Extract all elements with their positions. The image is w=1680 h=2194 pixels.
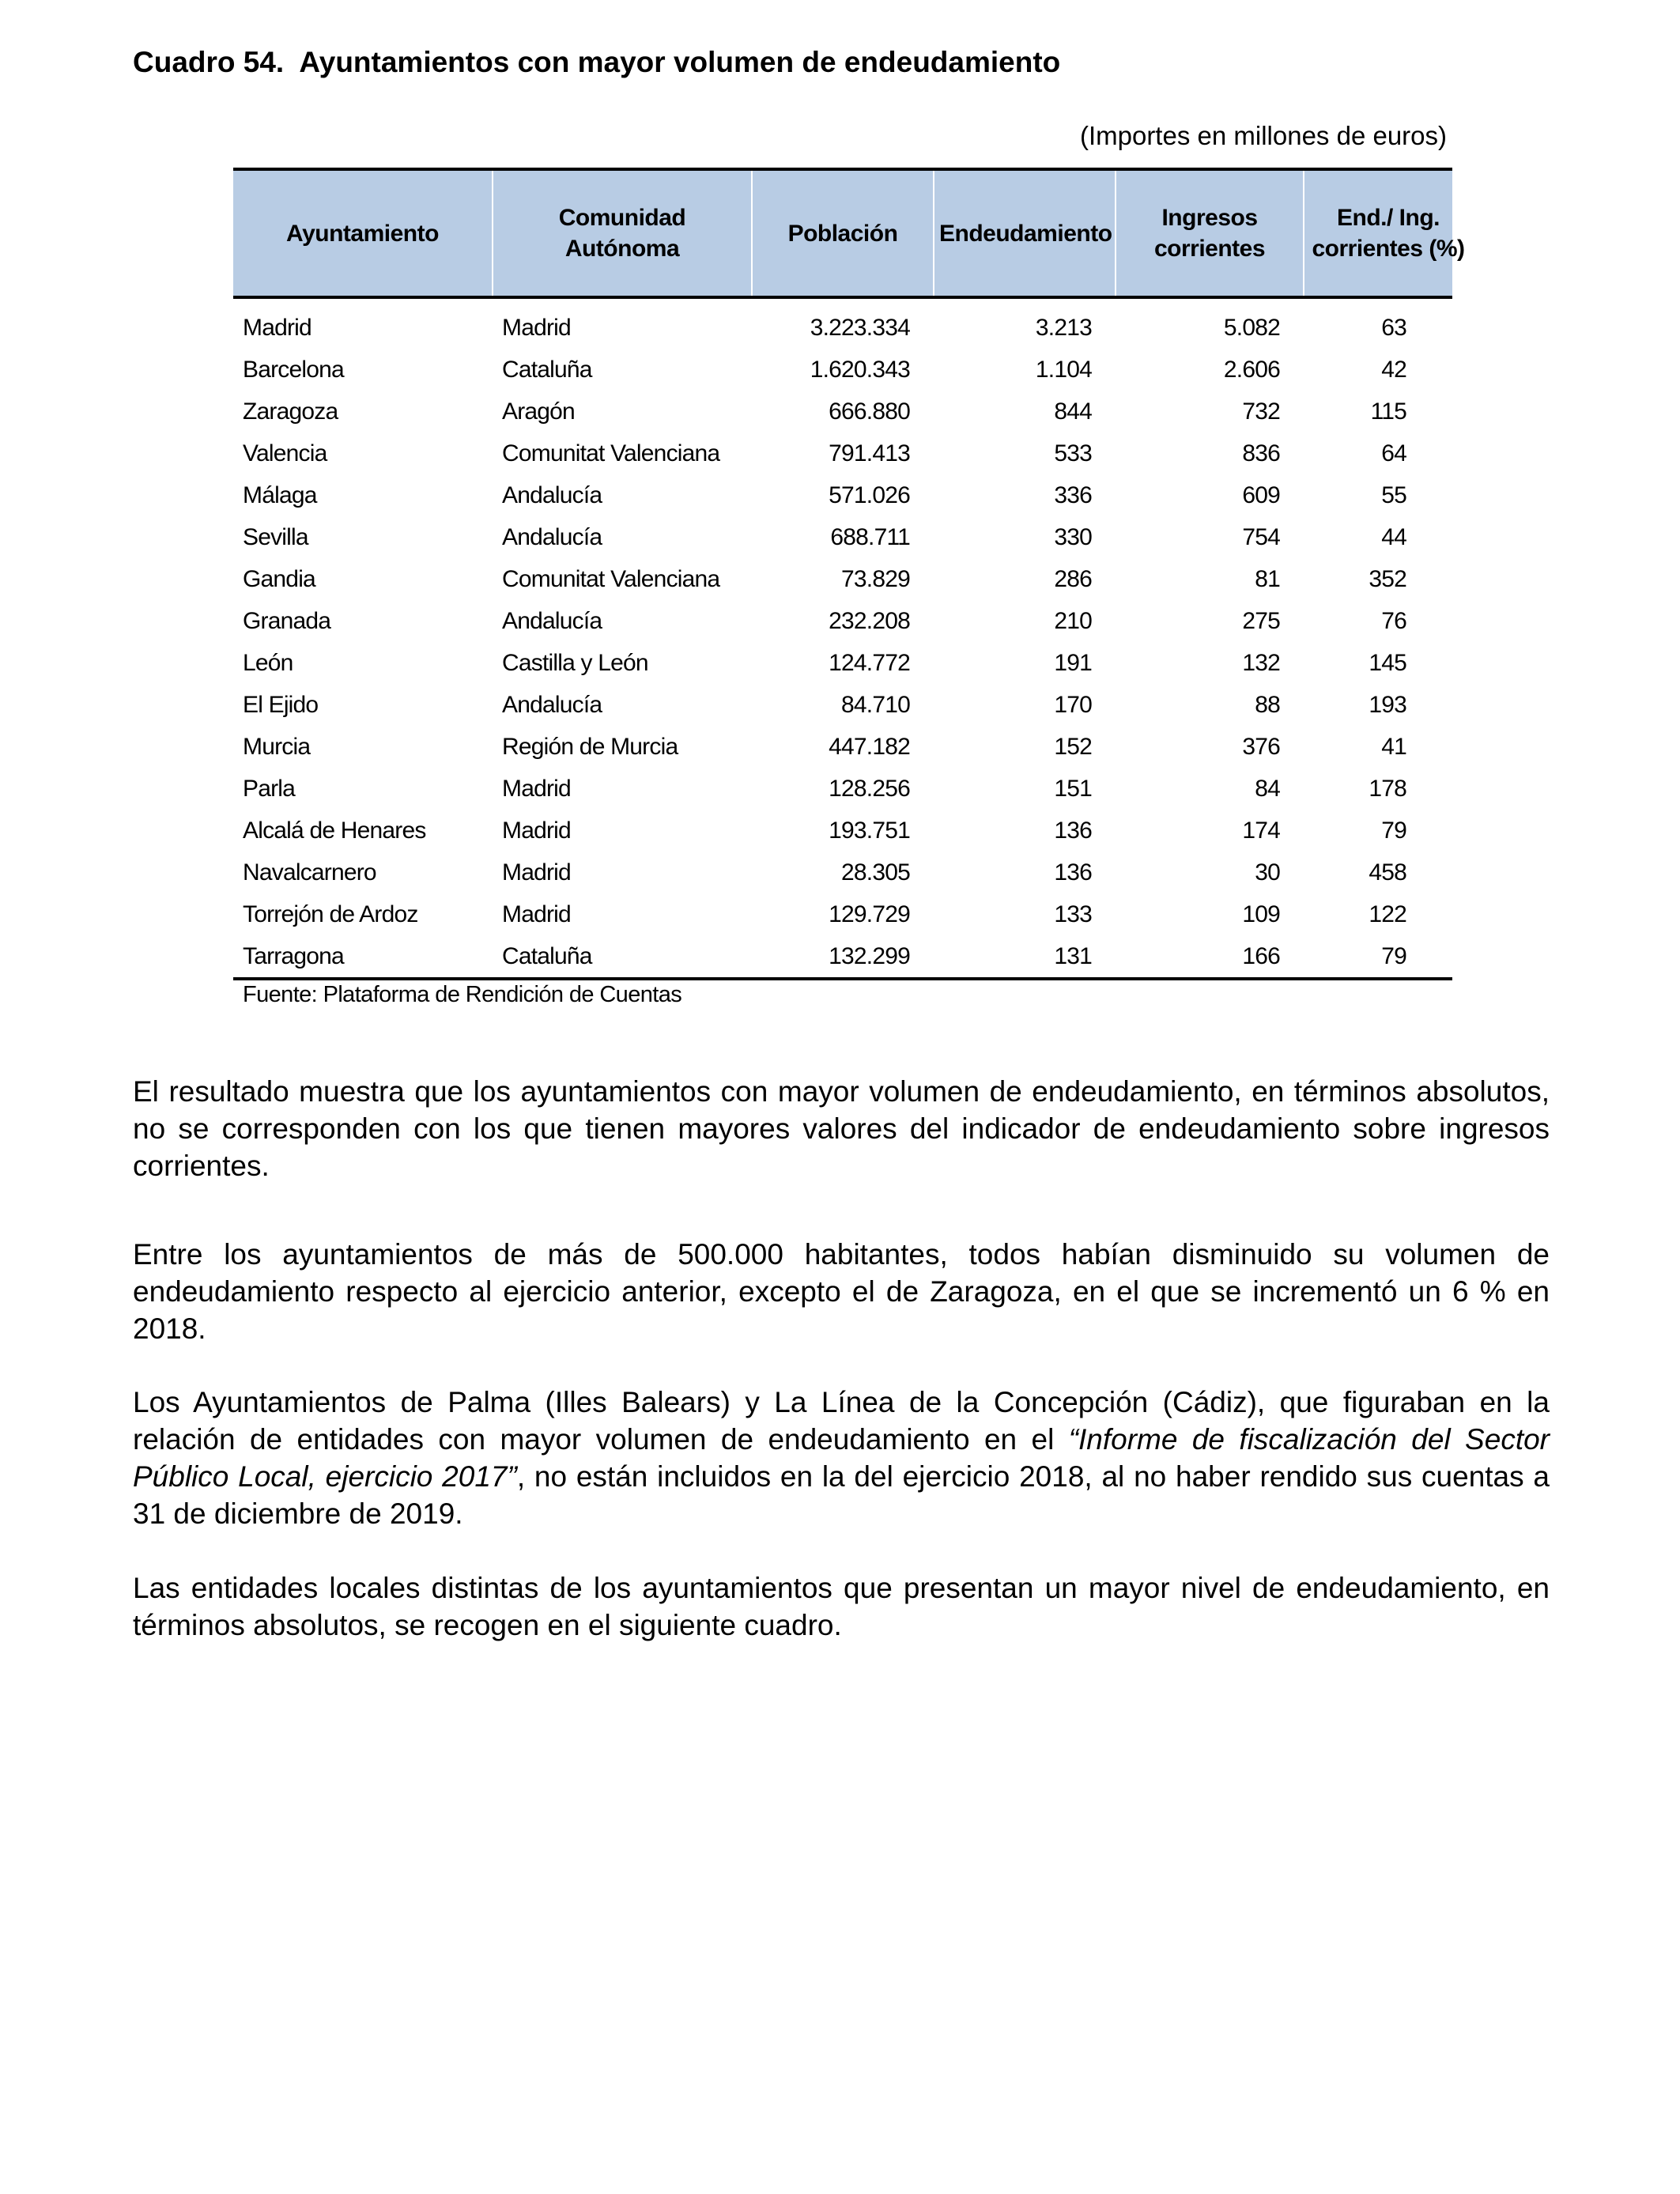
cell-comunidad: Cataluña bbox=[502, 356, 592, 383]
table-row bbox=[233, 935, 1452, 979]
table-row bbox=[233, 893, 1452, 935]
cell-poblacion: 232.208 bbox=[829, 607, 910, 634]
debt-table-container bbox=[233, 168, 1465, 980]
cell-endeudamiento: 533 bbox=[1054, 440, 1092, 466]
cell-ayuntamiento: Sevilla bbox=[243, 523, 308, 550]
table-row bbox=[233, 768, 1452, 810]
cell-ratio: 63 bbox=[1381, 314, 1406, 341]
cell-endeudamiento: 3.213 bbox=[1035, 314, 1092, 341]
paragraph: Las entidades locales distintas de los ayuntamientos que presentan un mayor nivel de endeudamiento, en términos absolutos, se recogen en el siguiente cuadro. bbox=[133, 1572, 1550, 1641]
cell-comunidad: Madrid bbox=[502, 314, 571, 341]
cell-poblacion: 571.026 bbox=[829, 481, 910, 508]
cell-poblacion: 132.299 bbox=[752, 935, 934, 979]
column-header: Población bbox=[752, 169, 934, 297]
cell-endeudamiento: 210 bbox=[1054, 607, 1092, 634]
cell-ingresos: 174 bbox=[1242, 817, 1280, 844]
table-row bbox=[233, 642, 1452, 684]
cell-comunidad: Madrid bbox=[502, 775, 571, 802]
cell-comunidad: Andalucía bbox=[502, 523, 602, 550]
table-row bbox=[233, 852, 1452, 893]
table-row bbox=[233, 349, 1452, 391]
cell-comunidad: Comunitat Valenciana bbox=[502, 440, 720, 466]
cell-endeudamiento: 336 bbox=[1054, 481, 1092, 508]
cell-ratio: 458 bbox=[1369, 859, 1406, 886]
cell-poblacion: 1.620.343 bbox=[810, 356, 910, 383]
paragraph-text: , no están incluidos en la del ejercicio 2018, al no haber rendido sus cuentas a 31 de diciembre de 2019. bbox=[133, 1460, 1550, 1530]
cell-endeudamiento: 133 bbox=[1054, 901, 1092, 927]
table-row bbox=[233, 432, 1452, 474]
cell-ingresos: 754 bbox=[1242, 523, 1280, 550]
column-header-label: Comunidad Autónoma bbox=[558, 205, 686, 262]
cell-ratio: 79 bbox=[1304, 935, 1452, 979]
table-source-note: Fuente: Plataforma de Rendición de Cuentas bbox=[243, 982, 682, 1007]
cell-ayuntamiento: Torrejón de Ardoz bbox=[243, 901, 418, 927]
cell-ayuntamiento: Navalcarnero bbox=[243, 859, 376, 886]
cell-poblacion: 193.751 bbox=[829, 817, 910, 844]
cell-ratio: 42 bbox=[1381, 356, 1406, 383]
cell-ingresos: 88 bbox=[1255, 691, 1280, 718]
cell-endeudamiento: 1.104 bbox=[1035, 356, 1092, 383]
cell-ratio: 41 bbox=[1381, 733, 1406, 760]
cell-ratio: 76 bbox=[1381, 607, 1406, 634]
cell-endeudamiento: 151 bbox=[1054, 775, 1092, 802]
table-row bbox=[233, 297, 1452, 349]
cell-ayuntamiento: Gandia bbox=[243, 565, 315, 592]
cell-comunidad: Castilla y León bbox=[502, 649, 648, 676]
cell-ingresos: 166 bbox=[1116, 935, 1304, 979]
column-header bbox=[1304, 169, 1465, 297]
cell-ingresos: 5.082 bbox=[1223, 314, 1280, 341]
cell-ratio: 193 bbox=[1369, 691, 1406, 718]
table-row bbox=[233, 726, 1452, 768]
cell-comunidad: Región de Murcia bbox=[502, 733, 678, 760]
table-row bbox=[233, 474, 1452, 516]
cell-ingresos: 84 bbox=[1255, 775, 1280, 802]
cell-endeudamiento: 844 bbox=[1054, 398, 1092, 425]
cell-ayuntamiento: Granada bbox=[243, 607, 331, 634]
table-row bbox=[233, 684, 1452, 726]
cell-ratio: 178 bbox=[1369, 775, 1406, 802]
column-header bbox=[1116, 169, 1304, 297]
table-row bbox=[233, 391, 1452, 432]
cell-ayuntamiento: Valencia bbox=[243, 440, 327, 466]
cell-ayuntamiento: León bbox=[243, 649, 293, 676]
report-title-citation: “Informe de fiscalización del Sector Público Local, ejercicio 2017” bbox=[133, 1423, 1550, 1493]
cell-comunidad: Andalucía bbox=[502, 607, 602, 634]
debt-table bbox=[233, 168, 1465, 980]
column-header bbox=[493, 169, 752, 297]
cell-poblacion: 791.413 bbox=[829, 440, 910, 466]
cell-ratio: 115 bbox=[1370, 398, 1406, 425]
table-header-row bbox=[233, 169, 1452, 297]
cell-ratio: 64 bbox=[1381, 440, 1406, 466]
table-row bbox=[233, 600, 1452, 642]
cell-ingresos: 732 bbox=[1242, 398, 1280, 425]
cell-poblacion: 84.710 bbox=[841, 691, 910, 718]
cell-endeudamiento: 152 bbox=[1054, 733, 1092, 760]
cell-ayuntamiento: Madrid bbox=[243, 314, 311, 341]
cell-endeudamiento: 136 bbox=[1054, 817, 1092, 844]
cell-comunidad: Andalucía bbox=[502, 481, 602, 508]
column-header: Endeudamiento bbox=[934, 169, 1116, 297]
cell-ayuntamiento: Alcalá de Henares bbox=[243, 817, 426, 844]
cell-endeudamiento: 136 bbox=[1054, 859, 1092, 886]
cell-ingresos: 2.606 bbox=[1223, 356, 1280, 383]
cell-ayuntamiento: Parla bbox=[243, 775, 296, 802]
cell-ingresos: 30 bbox=[1255, 859, 1280, 886]
cell-comunidad: Comunitat Valenciana bbox=[502, 565, 720, 592]
cell-endeudamiento: 131 bbox=[934, 935, 1116, 979]
cell-poblacion: 688.711 bbox=[830, 523, 910, 550]
cell-ayuntamiento: El Ejido bbox=[243, 691, 319, 718]
cell-poblacion: 666.880 bbox=[829, 398, 910, 425]
cell-comunidad: Aragón bbox=[502, 398, 575, 425]
cell-ratio: 352 bbox=[1369, 565, 1406, 592]
cell-comunidad: Madrid bbox=[502, 817, 571, 844]
column-header-label: End./ Ing. corrientes (%) bbox=[1312, 205, 1465, 262]
table-body bbox=[233, 297, 1452, 979]
cell-ratio: 122 bbox=[1369, 901, 1406, 927]
table-row bbox=[233, 810, 1452, 852]
table-row bbox=[233, 516, 1452, 558]
cell-ingresos: 376 bbox=[1242, 733, 1280, 760]
cell-ayuntamiento: Tarragona bbox=[233, 935, 493, 979]
cell-comunidad: Madrid bbox=[502, 859, 571, 886]
cell-poblacion: 28.305 bbox=[841, 859, 910, 886]
cell-comunidad: Andalucía bbox=[502, 691, 602, 718]
cell-poblacion: 128.256 bbox=[829, 775, 910, 802]
cell-ingresos: 836 bbox=[1242, 440, 1280, 466]
cell-ratio: 145 bbox=[1369, 649, 1406, 676]
cell-comunidad: Cataluña bbox=[493, 935, 752, 979]
cell-ingresos: 81 bbox=[1255, 565, 1280, 592]
cell-ingresos: 609 bbox=[1242, 481, 1280, 508]
cell-comunidad: Madrid bbox=[502, 901, 571, 927]
cell-ayuntamiento: Zaragoza bbox=[243, 398, 338, 425]
paragraph bbox=[133, 1384, 1550, 1532]
cell-ratio: 44 bbox=[1381, 523, 1406, 550]
paragraph: El resultado muestra que los ayuntamientos con mayor volumen de endeudamiento, en términos absolutos, no se corresponden con los que tienen mayores valores del indicador de endeudamiento sobre ingresos corrientes. bbox=[133, 1075, 1550, 1182]
cell-poblacion: 129.729 bbox=[829, 901, 910, 927]
cell-poblacion: 73.829 bbox=[841, 565, 910, 592]
cell-endeudamiento: 191 bbox=[1054, 649, 1092, 676]
cell-ratio: 79 bbox=[1381, 817, 1406, 844]
units-note: (Importes en millones de euros) bbox=[1079, 121, 1447, 150]
cell-ayuntamiento: Málaga bbox=[243, 481, 317, 508]
cell-ingresos: 275 bbox=[1242, 607, 1280, 634]
paragraph: Entre los ayuntamientos de más de 500.000 habitantes, todos habían disminuido su volumen de endeudamiento respecto al ejercicio anterior, excepto el de Zaragoza, en el que se incrementó un 6 % en 2018. bbox=[133, 1238, 1550, 1345]
cell-endeudamiento: 170 bbox=[1054, 691, 1092, 718]
paragraph-text: Los Ayuntamientos de Palma (Illes Balears) y La Línea de la Concepción (Cádiz), que figuraban en la relación de entidades con mayor volumen de endeudamiento en el bbox=[133, 1386, 1550, 1456]
cell-ayuntamiento: Murcia bbox=[243, 733, 311, 760]
cell-ingresos: 109 bbox=[1242, 901, 1280, 927]
column-header-label: Ingresos corrientes bbox=[1153, 205, 1266, 262]
column-header: Ayuntamiento bbox=[233, 169, 493, 297]
cell-ayuntamiento: Barcelona bbox=[243, 356, 344, 383]
page-title: Cuadro 54. Ayuntamientos con mayor volumen de endeudamiento bbox=[133, 46, 1061, 78]
cell-poblacion: 124.772 bbox=[829, 649, 910, 676]
cell-ratio: 55 bbox=[1381, 481, 1406, 508]
cell-poblacion: 3.223.334 bbox=[810, 314, 910, 341]
cell-ingresos: 132 bbox=[1242, 649, 1280, 676]
cell-poblacion: 447.182 bbox=[829, 733, 910, 760]
cell-endeudamiento: 286 bbox=[1054, 565, 1092, 592]
cell-endeudamiento: 330 bbox=[1054, 523, 1092, 550]
table-row bbox=[233, 558, 1452, 600]
